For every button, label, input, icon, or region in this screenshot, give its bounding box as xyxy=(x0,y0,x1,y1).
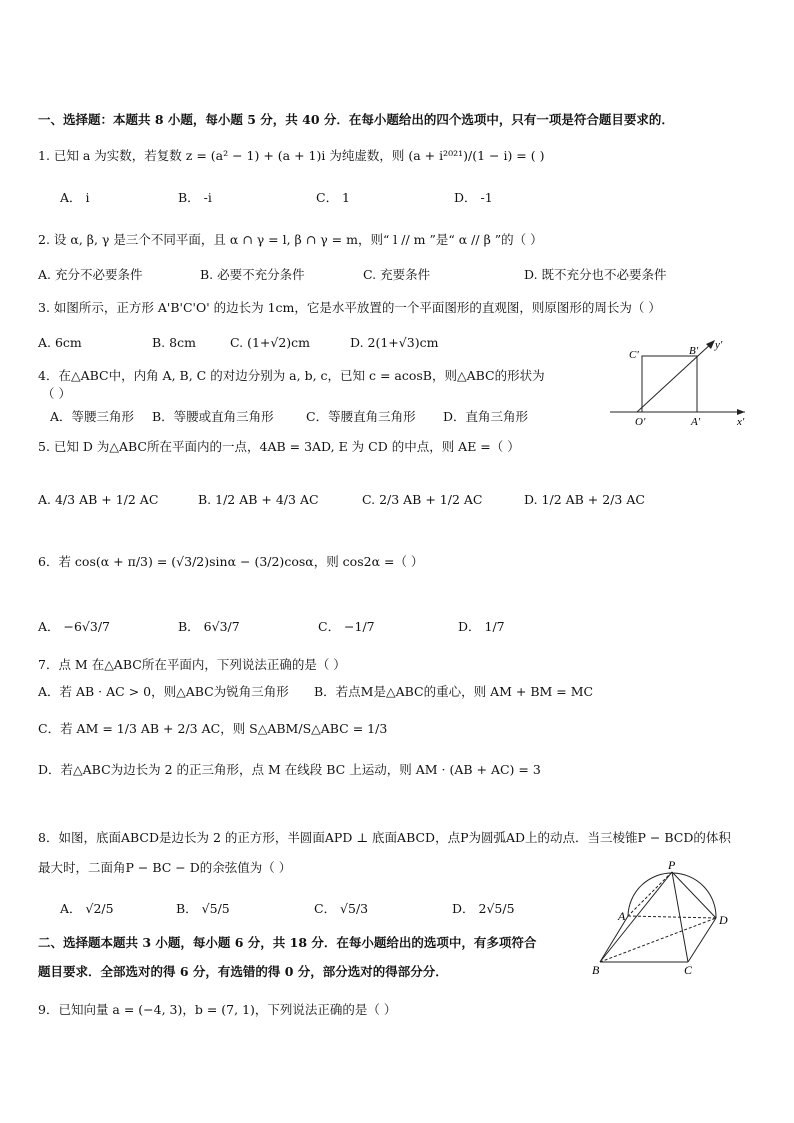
x-axis-arrow xyxy=(737,409,745,415)
label-c: C xyxy=(684,963,693,977)
q1-option-a: A． i xyxy=(60,190,90,205)
q8-option-c: C． √5/3 xyxy=(314,901,369,916)
q4-option-c: C．等腰直角三角形 xyxy=(306,409,416,424)
q6-option-a: A． −6√3/7 xyxy=(38,619,111,634)
question-2-stem: 2. 设 α, β, γ 是三个不同平面，且 α ∩ γ = l, β ∩ γ = m，则“ l // m ”是“ α // β ”的（ ） xyxy=(38,232,543,247)
q4-option-b: B．等腰或直角三角形 xyxy=(152,409,274,424)
section-2-header-line-1: 二、选择题本题共 3 小题，每小题 6 分，共 18 分．在每小题给出的选项中，有多项符合 xyxy=(38,935,537,950)
q6-option-d: D． 1/7 xyxy=(458,619,505,634)
q2-option-b: B. 必要不充分条件 xyxy=(200,267,305,282)
label-x-prime: x' xyxy=(737,416,745,428)
question-7-stem: 7．点 M 在△ABC所在平面内，下列说法正确的是（ ） xyxy=(38,657,346,672)
label-b: B xyxy=(592,963,600,977)
q3-option-c: C. (1+√2)cm xyxy=(230,335,311,350)
q8-option-a: A． √2/5 xyxy=(60,901,114,916)
edge-pb xyxy=(600,872,672,962)
q2-option-c: C. 充要条件 xyxy=(363,267,431,282)
label-o-prime: O' xyxy=(635,416,646,428)
section-2-header-line-2: 题目要求．全部选对的得 6 分，有选错的得 0 分，部分选对的得部分分． xyxy=(38,964,448,979)
question-4-paren: （ ） xyxy=(42,386,71,401)
question-6-stem: 6．若 cos(α + π/3) = (√3/2)sinα − (3/2)cosα，则 cos2α =（ ） xyxy=(38,554,424,569)
q7-option-b: B．若点M是△ABC的重心，则 AM + BM = MC xyxy=(314,684,594,699)
question-8-stem-line-1: 8．如图，底面ABCD是边长为 2 的正方形，半圆面APD ⊥ 底面ABCD，点P为圆弧AD上的动点．当三棱锥P − BCD的体积 xyxy=(38,830,731,845)
q1-option-b: B． -i xyxy=(178,190,212,205)
label-y-prime: y' xyxy=(715,339,723,351)
q3-option-b: B. 8cm xyxy=(152,335,196,350)
q8-option-b: B． √5/5 xyxy=(176,901,230,916)
question-4-stem: 4．在△ABC中，内角 A, B, C 的对边分别为 a, b, c，已知 c = acosB，则△ABC的形状为 xyxy=(38,368,545,383)
q3-option-d: D. 2(1+√3)cm xyxy=(350,335,439,350)
section-1-header: 一、选择题：本题共 8 小题，每小题 5 分，共 40 分．在每小题给出的四个选项中，只有一项是符合题目要求的． xyxy=(38,112,674,127)
y-axis-line xyxy=(637,342,713,412)
label-a-prime: A' xyxy=(691,416,701,428)
figure-q8-pyramid xyxy=(588,858,738,978)
edge-ad xyxy=(628,916,716,918)
edge-cd xyxy=(688,918,716,962)
q1-option-c: C． 1 xyxy=(316,190,350,205)
q2-option-a: A. 充分不必要条件 xyxy=(38,267,143,282)
question-8-stem-line-2: 最大时，二面角P − BC − D的余弦值为（ ） xyxy=(38,860,292,875)
q8-option-d: D． 2√5/5 xyxy=(452,901,515,916)
q4-option-d: D．直角三角形 xyxy=(443,409,529,424)
figure-q3-oblique-square xyxy=(605,336,755,428)
question-9-stem: 9．已知向量 a = (−4, 3)，b = (7, 1)，下列说法正确的是（ ） xyxy=(38,1002,397,1017)
q5-option-a: A. 4/3 AB + 1/2 AC xyxy=(38,492,159,507)
q7-option-a: A．若 AB · AC > 0，则△ABC为锐角三角形 xyxy=(38,684,289,699)
question-3-stem: 3. 如图所示，正方形 A'B'C'O' 的边长为 1cm，它是水平放置的一个平面图形的直观图，则原图形的周长为（ ） xyxy=(38,300,661,315)
q1-option-d: D． -1 xyxy=(454,190,493,205)
q7-option-c: C．若 AM = 1/3 AB + 2/3 AC，则 S△ABM/S△ABC = 1/3 xyxy=(38,721,388,736)
question-5-stem: 5. 已知 D 为△ABC所在平面内的一点，4AB = 3AD, E 为 CD 的中点，则 AE =（ ） xyxy=(38,439,520,454)
q7-option-d: D．若△ABC为边长为 2 的正三角形，点 M 在线段 BC 上运动，则 AM · (AB + AC) = 3 xyxy=(38,762,541,777)
q5-option-c: C. 2/3 AB + 1/2 AC xyxy=(362,492,483,507)
q6-option-c: C． −1/7 xyxy=(318,619,375,634)
label-b-prime: B' xyxy=(689,345,699,357)
label-c-prime: C' xyxy=(629,349,639,361)
label-p: P xyxy=(668,858,676,872)
q3-option-a: A. 6cm xyxy=(38,335,82,350)
q6-option-b: B． 6√3/7 xyxy=(178,619,240,634)
q2-option-d: D. 既不充分也不必要条件 xyxy=(524,267,667,282)
q4-option-a: A．等腰三角形 xyxy=(50,409,135,424)
question-1-stem: 1. 已知 a 为实数，若复数 z = (a² − 1) + (a + 1)i 为纯虚数，则 (a + i²⁰²¹)/(1 − i) = ( ) xyxy=(38,148,545,163)
label-a: A xyxy=(618,909,626,923)
q5-option-b: B. 1/2 AB + 4/3 AC xyxy=(198,492,319,507)
q5-option-d: D. 1/2 AB + 2/3 AC xyxy=(524,492,645,507)
label-d: D xyxy=(719,913,728,927)
